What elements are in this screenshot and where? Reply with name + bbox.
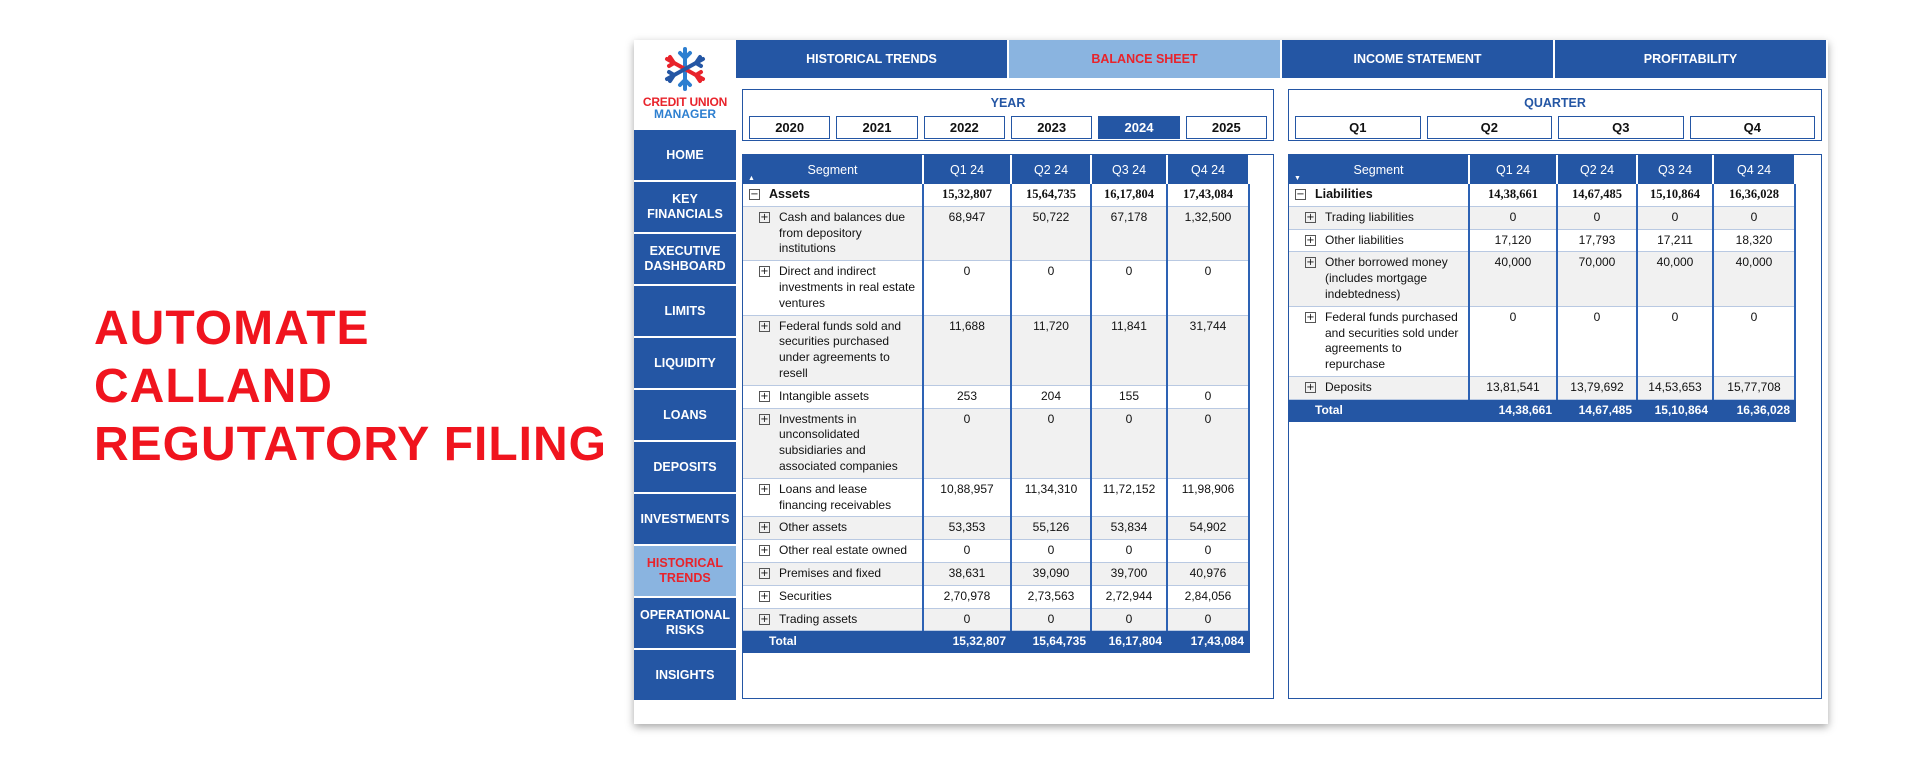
segment-label: Intangible assets (779, 388, 870, 403)
value-cell: 11,72,152 (1091, 478, 1167, 517)
segment-cell (743, 408, 923, 478)
value-cell: 39,700 (1091, 562, 1167, 585)
quarter-button-q4[interactable]: Q4 (1690, 116, 1816, 139)
segment-label-wrap (1295, 380, 1464, 396)
value-cell: 10,88,957 (923, 478, 1011, 517)
year-button-2024[interactable]: 2024 (1098, 116, 1179, 139)
segment-label: Trading assets (779, 611, 858, 626)
segment-cell (743, 585, 923, 608)
value-cell: 0 (1167, 540, 1249, 563)
sidebar-item-historical-trends[interactable]: HISTORICAL TRENDS (634, 546, 736, 596)
expand-icon[interactable]: + (1306, 257, 1315, 269)
segment-label-wrap (749, 389, 918, 405)
value-cell: 70,000 (1557, 252, 1637, 306)
expand-icon[interactable]: + (760, 522, 769, 534)
value-cell: 0 (1091, 608, 1167, 631)
year-filter-title: YEAR (990, 96, 1026, 110)
value-cell: 0 (1167, 261, 1249, 315)
segment-cell (743, 261, 923, 315)
value-cell: 11,98,906 (1167, 478, 1249, 517)
segment-label-wrap (749, 520, 918, 536)
table-row (743, 540, 1249, 563)
value-cell: 0 (1469, 306, 1557, 376)
sort-up-icon[interactable]: ▲ (748, 175, 755, 182)
expand-icon[interactable]: + (760, 545, 769, 557)
tab-balance-sheet[interactable]: BALANCE SHEET (1009, 40, 1280, 78)
table-row (743, 385, 1249, 408)
value-cell: 38,631 (923, 562, 1011, 585)
value-cell: 0 (1091, 408, 1167, 478)
segment-label-wrap (749, 612, 918, 628)
segment-label-wrap (749, 210, 918, 257)
table-row (743, 608, 1249, 631)
sidebar-item-liquidity[interactable]: LIQUIDITY (634, 338, 736, 388)
table-row (743, 562, 1249, 585)
quarter-buttons (1289, 116, 1821, 139)
table-row (743, 315, 1249, 385)
segment-cell (1289, 229, 1469, 252)
expand-icon[interactable]: + (1306, 211, 1315, 223)
value-cell: 0 (1637, 206, 1713, 229)
segment-label: Premises and fixed (779, 565, 882, 580)
value-cell: 50,722 (1011, 206, 1091, 260)
group-label-cell (1289, 184, 1469, 206)
value-cell: 0 (1091, 261, 1167, 315)
sidebar-item-home[interactable]: HOME (634, 130, 736, 180)
segment-cell (743, 562, 923, 585)
total-value-cell: 14,38,661 (1469, 399, 1557, 421)
total-label-cell (1289, 399, 1469, 421)
segment-cell (743, 478, 923, 517)
segment-label-wrap (1295, 255, 1464, 302)
expand-icon[interactable]: + (1306, 311, 1315, 323)
segment-label-wrap (1295, 233, 1464, 249)
value-cell: 2,73,563 (1011, 585, 1091, 608)
value-cell: 11,720 (1011, 315, 1091, 385)
group-value-cell: 14,67,485 (1557, 184, 1637, 206)
dashboard-window (634, 40, 1828, 724)
sidebar-item-insights[interactable]: INSIGHTS (634, 650, 736, 700)
table-row (743, 478, 1249, 517)
value-cell: 155 (1091, 385, 1167, 408)
quarter-button-q3[interactable]: Q3 (1558, 116, 1684, 139)
group-value-cell: 14,38,661 (1469, 184, 1557, 206)
value-cell: 55,126 (1011, 517, 1091, 540)
segment-label: Deposits (1325, 379, 1372, 394)
segment-label-wrap (749, 319, 918, 382)
assets-panel (742, 154, 1274, 699)
group-value-cell: 17,43,084 (1167, 184, 1249, 206)
segment-label: Trading liabilities (1325, 209, 1414, 224)
logo-text-line2: MANAGER (654, 107, 716, 121)
year-filter (742, 89, 1274, 141)
sidebar-item-limits[interactable]: LIMITS (634, 286, 736, 336)
group-value-cell: 15,10,864 (1637, 184, 1713, 206)
value-cell: 1,32,500 (1167, 206, 1249, 260)
value-cell: 18,320 (1713, 229, 1795, 252)
value-cell: 0 (1557, 206, 1637, 229)
segment-label-wrap (749, 566, 918, 582)
value-cell: 0 (1167, 608, 1249, 631)
value-cell: 0 (923, 261, 1011, 315)
value-cell: 17,793 (1557, 229, 1637, 252)
table-row (743, 206, 1249, 260)
segment-cell (743, 608, 923, 631)
total-label-cell (743, 631, 923, 653)
headline-line: CALLAND (94, 360, 333, 413)
value-cell: 0 (1167, 408, 1249, 478)
value-cell: 40,000 (1713, 252, 1795, 306)
total-value-cell: 14,67,485 (1557, 399, 1637, 421)
expand-icon[interactable]: + (760, 590, 769, 602)
expand-icon[interactable]: + (760, 390, 769, 402)
value-cell: 2,70,978 (923, 585, 1011, 608)
segment-cell (1289, 376, 1469, 399)
value-cell: 13,81,541 (1469, 376, 1557, 399)
quarter-column-header[interactable] (1011, 155, 1091, 184)
total-value-cell: 15,10,864 (1637, 399, 1713, 421)
total-row (1289, 399, 1795, 421)
value-cell: 253 (923, 385, 1011, 408)
table-row (1289, 376, 1795, 399)
column-header-label: Segment (1353, 162, 1404, 177)
year-button-2021[interactable]: 2021 (836, 116, 917, 139)
year-button-2020[interactable]: 2020 (749, 116, 830, 139)
table-row (743, 261, 1249, 315)
logo (634, 40, 736, 128)
value-cell: 17,120 (1469, 229, 1557, 252)
total-value-cell: 17,43,084 (1167, 631, 1249, 653)
group-row (1289, 184, 1795, 206)
value-cell: 31,744 (1167, 315, 1249, 385)
value-cell: 0 (1713, 306, 1795, 376)
group-label: Assets (769, 187, 810, 201)
segment-label-wrap (1295, 310, 1464, 373)
quarter-button-q1[interactable]: Q1 (1295, 116, 1421, 139)
liabilities-table (1289, 155, 1796, 422)
collapse-icon[interactable]: − (1296, 189, 1305, 200)
segment-label: Investments in unconsolidated subsidiaries and associated companies (779, 411, 898, 473)
group-label: Liabilities (1315, 187, 1373, 201)
total-value-cell: 16,36,028 (1713, 399, 1795, 421)
expand-icon[interactable]: + (760, 613, 769, 625)
segment-cell (1289, 206, 1469, 229)
segment-cell (743, 206, 923, 260)
sidebar-item-loans[interactable]: LOANS (634, 390, 736, 440)
value-cell: 13,79,692 (1557, 376, 1637, 399)
headline-line: AUTOMATE (94, 302, 370, 355)
value-cell: 0 (1011, 608, 1091, 631)
sidebar-nav (634, 130, 736, 702)
tab-profitability[interactable]: PROFITABILITY (1555, 40, 1826, 78)
quarter-filter-title: QUARTER (1524, 96, 1586, 110)
value-cell: 68,947 (923, 206, 1011, 260)
value-cell: 11,841 (1091, 315, 1167, 385)
assets-table (743, 155, 1250, 653)
total-row (743, 631, 1249, 653)
segment-label: Federal funds sold and securities purchased under agreements to resell (779, 318, 902, 380)
segment-cell (743, 315, 923, 385)
column-header-label: Q4 24 (1190, 162, 1226, 177)
sidebar-item-executive-dashboard[interactable]: EXECUTIVE DASHBOARD (634, 234, 736, 284)
segment-label-wrap (1295, 210, 1464, 226)
value-cell: 0 (1637, 306, 1713, 376)
value-cell: 11,34,310 (1011, 478, 1091, 517)
tab-income-statement[interactable]: INCOME STATEMENT (1282, 40, 1553, 78)
year-button-2022[interactable]: 2022 (924, 116, 1005, 139)
segment-label: Other assets (779, 520, 848, 535)
sidebar-item-key-financials[interactable]: KEY FINANCIALS (634, 182, 736, 232)
value-cell: 2,84,056 (1167, 585, 1249, 608)
group-value-cell: 16,17,804 (1091, 184, 1167, 206)
segment-label: Loans and lease financing receivables (779, 481, 892, 512)
total-value-cell: 15,64,735 (1011, 631, 1091, 653)
quarter-column-header[interactable] (1469, 155, 1557, 184)
column-header-label: Q4 24 (1736, 162, 1772, 177)
segment-label: Federal funds purchased and securities sold under agreements to repurchase (1325, 309, 1459, 372)
value-cell: 0 (1167, 385, 1249, 408)
headline (94, 300, 607, 474)
segment-label-wrap (749, 264, 918, 311)
value-cell: 14,53,653 (1637, 376, 1713, 399)
sidebar-item-deposits[interactable]: DEPOSITS (634, 442, 736, 492)
sidebar-item-operational-risks[interactable]: OPERATIONAL RISKS (634, 598, 736, 648)
segment-label: Other liabilities (1325, 232, 1404, 247)
segment-cell (743, 385, 923, 408)
value-cell: 53,834 (1091, 517, 1167, 540)
segment-label: Cash and balances due from depository institutions (779, 209, 906, 256)
table-row (1289, 229, 1795, 252)
value-cell: 0 (923, 608, 1011, 631)
sort-down-icon[interactable]: ▼ (1294, 175, 1301, 182)
expand-icon[interactable]: + (760, 320, 769, 332)
year-buttons (743, 116, 1273, 139)
segment-label-wrap (749, 482, 918, 514)
value-cell: 0 (1557, 306, 1637, 376)
total-label: Total (769, 634, 797, 649)
segment-column-header[interactable] (743, 155, 923, 184)
expand-icon[interactable]: + (1306, 234, 1315, 246)
year-button-2023[interactable]: 2023 (1011, 116, 1092, 139)
value-cell: 15,77,708 (1713, 376, 1795, 399)
value-cell: 40,000 (1637, 252, 1713, 306)
group-value-cell: 16,36,028 (1713, 184, 1795, 206)
top-tabs (736, 40, 1828, 80)
value-cell: 17,211 (1637, 229, 1713, 252)
table-header-row (743, 155, 1249, 184)
segment-cell (743, 540, 923, 563)
segment-label-wrap (749, 543, 918, 559)
segment-column-header[interactable] (1289, 155, 1469, 184)
sidebar-item-investments[interactable]: INVESTMENTS (634, 494, 736, 544)
segment-label: Direct and indirect investments in real estate ventures (779, 264, 916, 310)
group-value-cell: 15,64,735 (1011, 184, 1091, 206)
value-cell: 204 (1011, 385, 1091, 408)
value-cell: 54,902 (1167, 517, 1249, 540)
expand-icon[interactable]: + (760, 211, 769, 223)
year-button-2025[interactable]: 2025 (1186, 116, 1267, 139)
quarter-column-header[interactable] (1713, 155, 1795, 184)
group-row (743, 184, 1249, 206)
table-row (743, 585, 1249, 608)
table-row (1289, 252, 1795, 306)
expand-icon[interactable]: + (760, 483, 769, 495)
value-cell: 0 (923, 408, 1011, 478)
quarter-filter (1288, 89, 1822, 141)
quarter-column-header[interactable] (1557, 155, 1637, 184)
segment-label-wrap (749, 589, 918, 605)
expand-icon[interactable]: + (760, 266, 769, 278)
segment-label: Securities (779, 588, 832, 603)
segment-cell (1289, 252, 1469, 306)
tab-historical-trends[interactable]: HISTORICAL TRENDS (736, 40, 1007, 78)
value-cell: 0 (1011, 540, 1091, 563)
value-cell: 0 (1713, 206, 1795, 229)
quarter-column-header[interactable] (1637, 155, 1713, 184)
segment-label: Other borrowed money (includes mortgage indebtedness) (1325, 255, 1448, 301)
group-label-cell (743, 184, 923, 206)
group-value-cell: 15,32,807 (923, 184, 1011, 206)
segment-label-wrap (749, 412, 918, 475)
value-cell: 67,178 (1091, 206, 1167, 260)
column-header-label: Q1 24 (949, 162, 985, 177)
expand-icon[interactable]: + (760, 413, 769, 425)
total-value-cell: 15,32,807 (923, 631, 1011, 653)
value-cell: 2,72,944 (1091, 585, 1167, 608)
column-header-label: Q2 24 (1579, 162, 1615, 177)
column-header-label: Q3 24 (1111, 162, 1147, 177)
column-header-label: Segment (807, 162, 858, 177)
expand-icon[interactable]: + (1306, 381, 1315, 393)
total-label: Total (1315, 402, 1343, 417)
value-cell: 0 (1011, 261, 1091, 315)
table-row (1289, 206, 1795, 229)
value-cell: 0 (1469, 206, 1557, 229)
value-cell: 0 (923, 540, 1011, 563)
quarter-column-header[interactable] (1091, 155, 1167, 184)
table-header-row (1289, 155, 1795, 184)
quarter-button-q2[interactable]: Q2 (1427, 116, 1553, 139)
value-cell: 0 (1091, 540, 1167, 563)
segment-cell (1289, 306, 1469, 376)
column-header-label: Q2 24 (1033, 162, 1069, 177)
value-cell: 53,353 (923, 517, 1011, 540)
segment-cell (743, 517, 923, 540)
segment-label: Other real estate owned (779, 543, 908, 558)
table-row (743, 517, 1249, 540)
total-value-cell: 16,17,804 (1091, 631, 1167, 653)
value-cell: 11,688 (923, 315, 1011, 385)
table-row (743, 408, 1249, 478)
quarter-column-header[interactable] (1167, 155, 1249, 184)
logo-text-line1: CREDIT UNION (642, 95, 728, 109)
value-cell: 0 (1011, 408, 1091, 478)
snowflake-logo-icon (661, 45, 709, 93)
table-row (1289, 306, 1795, 376)
quarter-column-header[interactable] (923, 155, 1011, 184)
expand-icon[interactable]: + (760, 567, 769, 579)
value-cell: 40,000 (1469, 252, 1557, 306)
value-cell: 40,976 (1167, 562, 1249, 585)
liabilities-panel (1288, 154, 1822, 699)
column-header-label: Q1 24 (1495, 162, 1531, 177)
column-header-label: Q3 24 (1657, 162, 1693, 177)
headline-line: REGUTATORY FILING (94, 418, 608, 471)
value-cell: 39,090 (1011, 562, 1091, 585)
collapse-icon[interactable]: − (750, 189, 759, 200)
